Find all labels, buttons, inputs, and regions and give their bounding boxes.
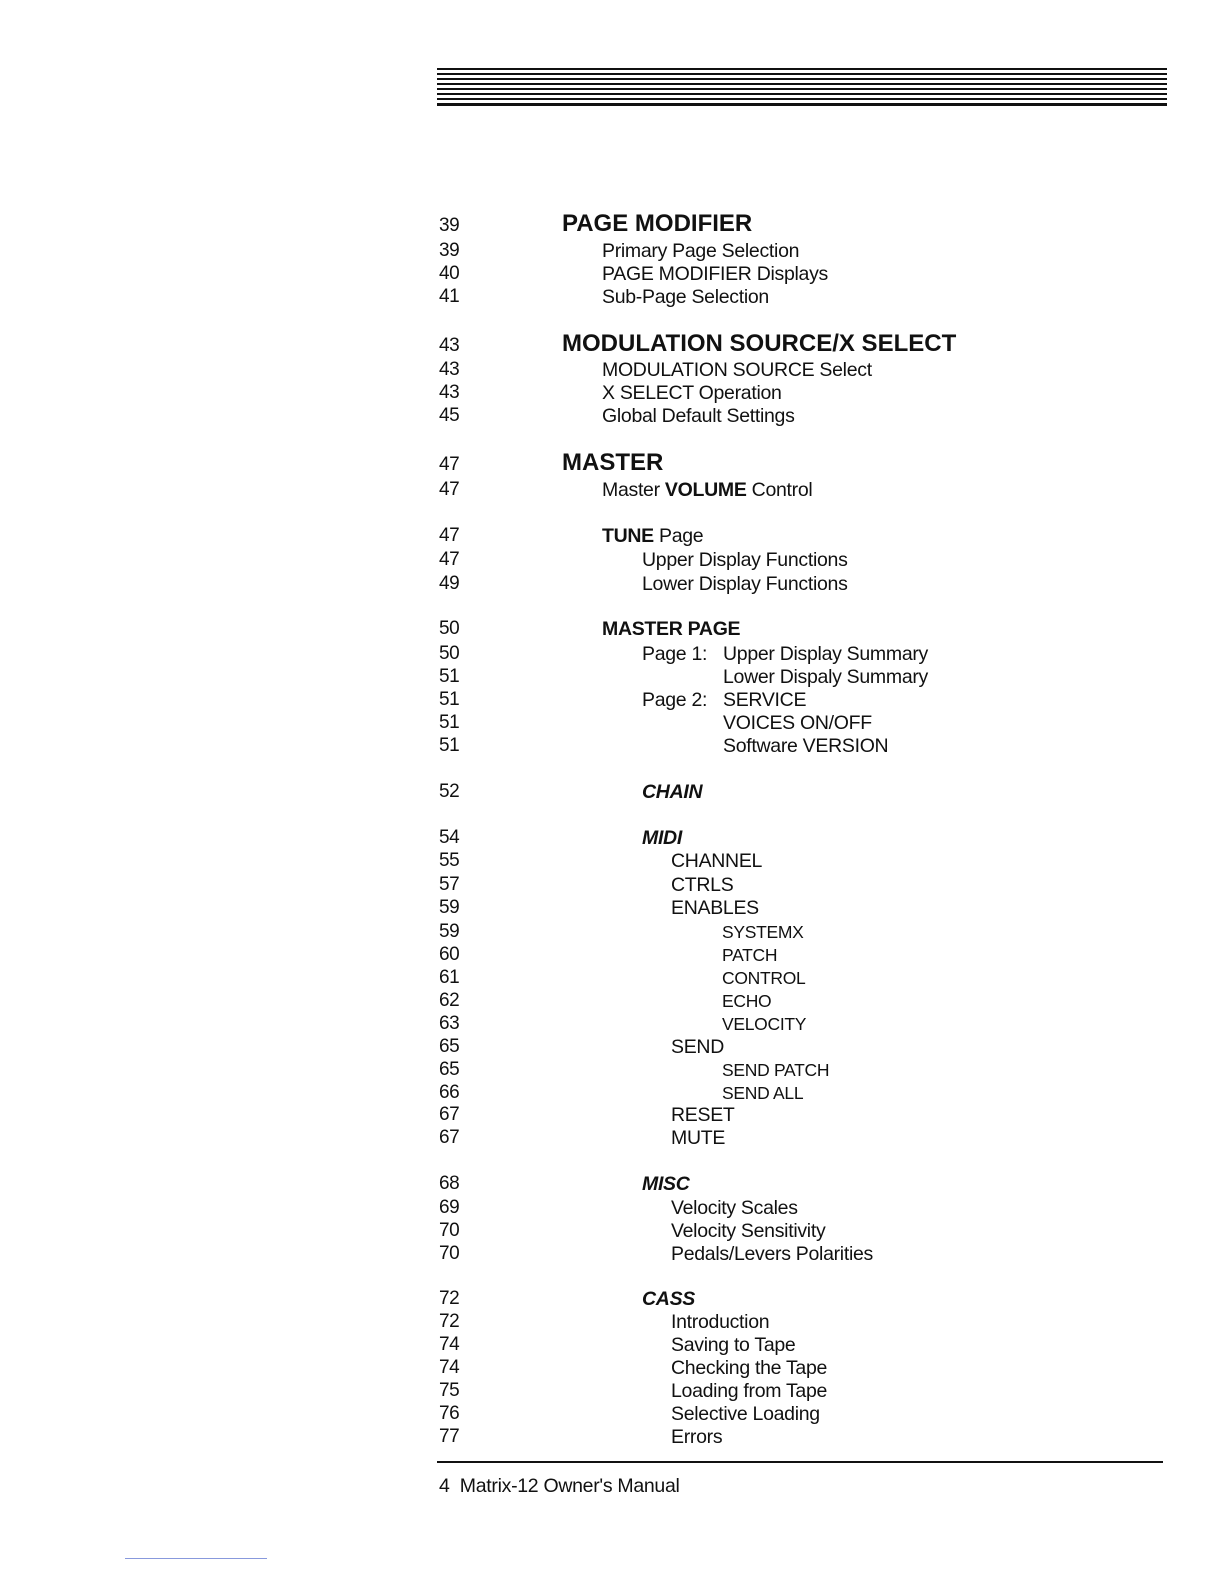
- toc-page-number: 68: [439, 1173, 460, 1194]
- toc-row: [0, 642, 1224, 666]
- toc-entry-title: Saving to Tape: [671, 1334, 796, 1356]
- toc-page-number: 55: [439, 850, 460, 871]
- toc-page-number: 57: [439, 874, 460, 895]
- toc-row: [0, 1103, 1224, 1127]
- toc-entry-title: ENABLES: [671, 897, 759, 919]
- toc-page-number: 47: [439, 454, 460, 475]
- toc-page-number: 66: [439, 1082, 460, 1103]
- toc-row: [0, 212, 1224, 236]
- toc-entry-title: Primary Page Selection: [602, 240, 800, 262]
- toc-page-number: 51: [439, 689, 460, 710]
- toc-row: [0, 1012, 1224, 1036]
- toc-page-number: 51: [439, 735, 460, 756]
- toc-page-number: 72: [439, 1288, 460, 1309]
- toc-page-number: 45: [439, 405, 460, 426]
- toc-row: [0, 478, 1224, 502]
- toc-entry-title: PATCH: [722, 945, 778, 965]
- toc-row: [0, 1081, 1224, 1105]
- toc-entry-title: VOICES ON/OFF: [723, 712, 872, 734]
- toc-page-number: 59: [439, 897, 460, 918]
- toc-row: [0, 617, 1224, 641]
- toc-entry-title: Errors: [671, 1426, 723, 1448]
- toc-entry-title: SEND: [671, 1036, 724, 1058]
- toc-page-number: 39: [439, 215, 460, 236]
- toc-page-number: 47: [439, 525, 460, 546]
- toc-page-number: 50: [439, 618, 460, 639]
- toc-entry-title: Velocity Scales: [671, 1197, 798, 1219]
- toc-entry-title: CHAIN: [642, 781, 703, 803]
- page-footer: 4 Matrix-12 Owner's Manual: [439, 1475, 680, 1497]
- toc-entry-title: X SELECT Operation: [602, 382, 782, 404]
- toc-row: [0, 524, 1224, 548]
- toc-page-number: 72: [439, 1311, 460, 1332]
- toc-row: [0, 780, 1224, 804]
- toc-page-number: 70: [439, 1220, 460, 1241]
- toc-page-number: 43: [439, 359, 460, 380]
- toc-entry-title: SERVICE: [723, 689, 807, 711]
- toc-row: [0, 381, 1224, 405]
- toc-entry-title: Global Default Settings: [602, 405, 795, 427]
- toc-entry-title: Velocity Sensitivity: [671, 1220, 826, 1242]
- toc-entry-title: SEND ALL: [722, 1083, 804, 1103]
- toc-section-title: MASTER: [562, 449, 664, 476]
- toc-row: [0, 896, 1224, 920]
- toc-page-number: 41: [439, 286, 460, 307]
- toc-entry-title: Master VOLUME Control: [602, 479, 813, 501]
- toc-page-number: 40: [439, 263, 460, 284]
- toc-page-number: 50: [439, 643, 460, 664]
- toc-row: [0, 572, 1224, 596]
- toc-row: [0, 1242, 1224, 1266]
- toc-row: [0, 262, 1224, 286]
- toc-entry-title: SYSTEMX: [722, 922, 804, 942]
- toc-section-title: PAGE MODIFIER: [562, 210, 753, 237]
- toc-row: [0, 943, 1224, 967]
- toc-entry-title: Selective Loading: [671, 1403, 820, 1425]
- toc-entry-title: Checking the Tape: [671, 1357, 828, 1379]
- toc-row: [0, 734, 1224, 758]
- toc-row: [0, 239, 1224, 263]
- toc-page-number: 75: [439, 1380, 460, 1401]
- toc-page-number: 76: [439, 1403, 460, 1424]
- toc-page-number: 70: [439, 1243, 460, 1264]
- toc-page-number: 51: [439, 712, 460, 733]
- toc-section-title: MODULATION SOURCE/X SELECT: [562, 330, 957, 357]
- toc-row: [0, 1172, 1224, 1196]
- toc-row: [0, 358, 1224, 382]
- toc-entry-title: Introduction: [671, 1311, 770, 1333]
- toc-entry-title: MASTER PAGE: [602, 618, 741, 640]
- toc-row: [0, 332, 1224, 356]
- toc-page-number: 62: [439, 990, 460, 1011]
- toc-row: [0, 1219, 1224, 1243]
- toc-page-number: 65: [439, 1059, 460, 1080]
- toc-row: [0, 711, 1224, 735]
- toc-row: [0, 1035, 1224, 1059]
- toc-row: [0, 285, 1224, 309]
- toc-row: [0, 873, 1224, 897]
- toc-entry-title: Lower Dispaly Summary: [723, 666, 929, 688]
- toc-page-number: 43: [439, 335, 460, 356]
- toc-page-number: 74: [439, 1357, 460, 1378]
- toc-page-number: 59: [439, 921, 460, 942]
- toc-entry-title: Pedals/Levers Polarities: [671, 1243, 873, 1265]
- toc-page-number: 63: [439, 1013, 460, 1034]
- toc-entry-title: Software VERSION: [723, 735, 889, 757]
- toc-row: [0, 451, 1224, 475]
- toc-entry-title: CHANNEL: [671, 850, 763, 872]
- toc-entry-title: PAGE MODIFIER Displays: [602, 263, 828, 285]
- toc-entry-title: SEND PATCH: [722, 1060, 830, 1080]
- toc-row: [0, 1196, 1224, 1220]
- toc-entry-title: CONTROL: [722, 968, 806, 988]
- toc-page-number: 47: [439, 479, 460, 500]
- toc-row: [0, 1126, 1224, 1150]
- toc-row: [0, 920, 1224, 944]
- toc-entry-title: MUTE: [671, 1127, 726, 1149]
- toc-page-number: 61: [439, 967, 460, 988]
- toc-page-number: 54: [439, 827, 460, 848]
- toc-row: [0, 665, 1224, 689]
- toc-row: [0, 826, 1224, 850]
- toc-row: [0, 966, 1224, 990]
- toc-row: [0, 849, 1224, 873]
- toc-row: [0, 1379, 1224, 1403]
- scan-artifact-line: [125, 1558, 267, 1559]
- toc-entry-title: Lower Display Functions: [642, 573, 848, 595]
- toc-page-number: 60: [439, 944, 460, 965]
- toc-entry-title: Upper Display Summary: [723, 643, 929, 665]
- toc-entry-label: Page 2:: [642, 689, 708, 711]
- toc-entry-title: MIDI: [642, 827, 682, 849]
- toc-row: [0, 1425, 1224, 1449]
- toc-page-number: 39: [439, 240, 460, 261]
- toc-page-number: 47: [439, 549, 460, 570]
- toc-page-number: 74: [439, 1334, 460, 1355]
- toc-row: [0, 1310, 1224, 1334]
- toc-page-number: 77: [439, 1426, 460, 1447]
- toc-row: [0, 1058, 1224, 1082]
- toc-page-number: 49: [439, 573, 460, 594]
- toc-entry-title: TUNE Page: [602, 525, 704, 547]
- toc-entry-title: Upper Display Functions: [642, 549, 848, 571]
- toc-entry-title: CASS: [642, 1288, 695, 1310]
- toc-page-number: 52: [439, 781, 460, 802]
- toc-entry-title: MISC: [642, 1173, 690, 1195]
- toc-entry-title: Loading from Tape: [671, 1380, 828, 1402]
- toc-page-number: 51: [439, 666, 460, 687]
- toc-row: [0, 548, 1224, 572]
- toc-page-number: 69: [439, 1197, 460, 1218]
- toc-page-number: 67: [439, 1127, 460, 1148]
- toc-row: [0, 989, 1224, 1013]
- toc-entry-title: Sub-Page Selection: [602, 286, 769, 308]
- toc-entry-title: VELOCITY: [722, 1014, 807, 1034]
- toc-page-number: 43: [439, 382, 460, 403]
- header-decorative-rule: [437, 68, 1167, 106]
- toc-row: [0, 1356, 1224, 1380]
- toc-row: [0, 1402, 1224, 1426]
- footer-rule: [437, 1461, 1163, 1463]
- toc-entry-title: RESET: [671, 1104, 735, 1126]
- toc-entry-title: CTRLS: [671, 874, 734, 896]
- toc-page-number: 67: [439, 1104, 460, 1125]
- toc-row: [0, 1333, 1224, 1357]
- toc-row: [0, 1287, 1224, 1311]
- toc-entry-title: MODULATION SOURCE Select: [602, 359, 872, 381]
- toc-entry-title: ECHO: [722, 991, 772, 1011]
- toc-row: [0, 404, 1224, 428]
- toc-entry-label: Page 1:: [642, 643, 708, 665]
- toc-page-number: 65: [439, 1036, 460, 1057]
- toc-row: [0, 688, 1224, 712]
